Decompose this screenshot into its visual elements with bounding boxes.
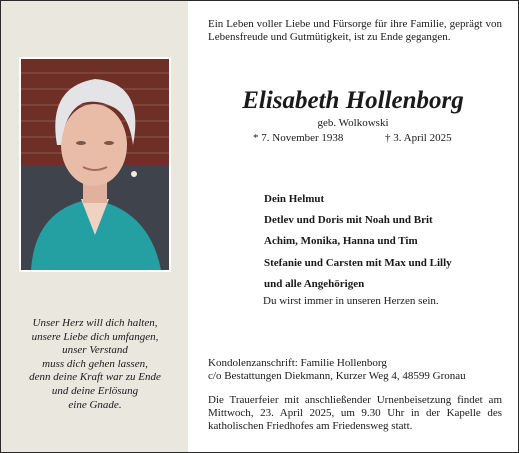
verse-line: eine Gnade. (68, 398, 122, 411)
portrait-photo (19, 57, 171, 272)
birth-date: * 7. November 1938 (253, 132, 344, 144)
closing-line: Du wirst immer in unseren Herzen sein. (263, 295, 439, 307)
intro-text: Ein Leben voller Liebe und Fürsorge für ihre Familie, geprägt von Lebensfreude und Gutmütigkeit, ist zu Ende gegangen. (208, 18, 502, 44)
verse-line: unser Verstand (62, 344, 128, 357)
deceased-name: Elisabeth Hollenborg (242, 87, 464, 114)
left-panel (1, 1, 188, 452)
verse-line: und deine Erlösung (51, 384, 139, 397)
mourner-line: Dein Helmut (264, 193, 325, 205)
verse-line: Unser Herz will dich halten, (32, 317, 158, 329)
mourner-line: Stefanie und Carsten mit Max und Lilly (264, 256, 452, 269)
funeral-details: Die Trauerfeier mit anschließender Urnenbeisetzung findet am Mittwoch, 23. April 2025, um 9.30 Uhr in der Kapelle des katholischen Friedhofes am Friedensweg statt. (208, 394, 502, 433)
mourners-list (264, 189, 452, 295)
condolence-address-block (208, 357, 466, 383)
mourner-line: Achim, Monika, Hanna und Tim (264, 235, 418, 248)
mourner-line: Detlev und Doris mit Noah und Brit (264, 214, 433, 227)
death-date: † 3. April 2025 (385, 132, 452, 144)
memorial-verse (7, 317, 183, 412)
condolence-label: Kondolenzanschrift: Familie Hollenborg (208, 357, 387, 369)
verse-line: muss dich gehen lassen, (42, 357, 148, 370)
condolence-address: c/o Bestattungen Diekmann, Kurzer Weg 4, 48599 Gronau (208, 370, 466, 383)
mourner-line: und alle Angehörigen (264, 277, 365, 290)
maiden-name: geb. Wolkowski (317, 117, 389, 129)
verse-line: unsere Liebe dich umfangen, (31, 330, 159, 343)
verse-line: denn deine Kraft war zu Ende (29, 371, 161, 384)
